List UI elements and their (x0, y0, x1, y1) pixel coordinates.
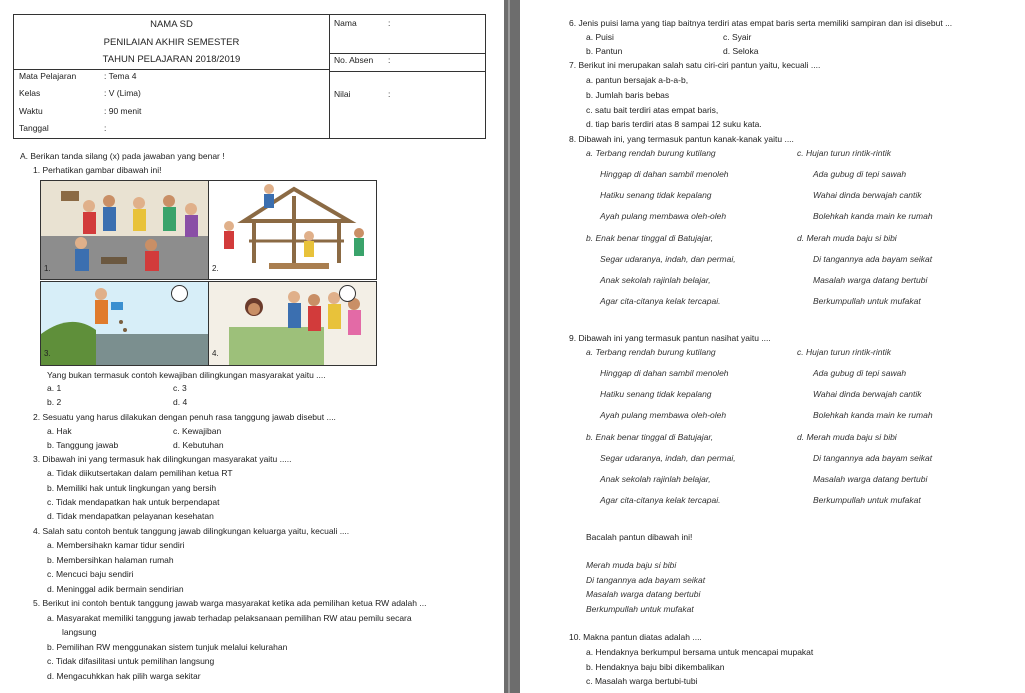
time-label: Waktu (19, 106, 43, 116)
date-value: : (104, 123, 107, 133)
q9-option-c[interactable]: c. Hujan turun rintik-rintik (797, 347, 892, 357)
picture-3 (40, 281, 209, 366)
q4-option-c[interactable]: c. Mencuci baju sendiri (47, 569, 134, 579)
q8-d-line2: Di tangannya ada bayam seikat (813, 254, 933, 264)
q1-option-c[interactable]: c. 3 (173, 383, 187, 393)
q6-text: 6. Jenis puisi lama yang tiap baitnya terdiri atas empat baris serta memiliki sampiran dan isi disebut ... (569, 18, 953, 28)
q6-option-b[interactable]: b. Pantun (586, 46, 623, 56)
q7-option-a[interactable]: a. pantun bersajak a-b-a-b, (586, 75, 689, 85)
q10-option-c[interactable]: c. Masalah warga bertubi-tubi (586, 676, 698, 686)
q9-c-line3: Wahai dinda berwajah cantik (813, 389, 922, 399)
q2-option-a[interactable]: a. Hak (47, 426, 72, 436)
picture-2-label: 2. (212, 264, 219, 273)
q10-option-b[interactable]: b. Hendaknya baju bibi dikembalikan (586, 662, 725, 672)
picture-3-label: 3. (44, 349, 51, 358)
q4-option-a[interactable]: a. Membersihakn kamar tidur sendiri (47, 540, 185, 550)
exam-title: PENILAIAN AKHIR SEMESTER (103, 37, 240, 48)
q9-d-line3: Masalah warga datang bertubi (813, 474, 928, 484)
q9-a-line4: Ayah pulang membawa oleh-oleh (600, 410, 727, 420)
q6-option-d[interactable]: d. Seloka (723, 46, 759, 56)
q5-text: 5. Berikut ini contoh bentuk tanggung jawab warga masyarakat ketika ada pemilihan ketua RW adalah ... (33, 598, 427, 608)
section-a-instruction: A. Berikan tanda silang (x) pada jawaban yang benar ! (20, 151, 225, 161)
q9-text: 9. Dibawah ini yang termasuk pantun nasihat yaitu .... (569, 333, 771, 343)
q1-option-d[interactable]: d. 4 (173, 397, 188, 407)
name-label: Nama (334, 18, 357, 28)
school-name: NAMA SD (150, 19, 193, 30)
q7-text: 7. Berikut ini merupakan salah satu ciri-ciri pantun yaitu, kecuali .... (569, 60, 821, 70)
q3-text: 3. Dibawah ini yang termasuk hak dilingkungan masyarakat yaitu ..... (33, 454, 292, 464)
class-label: Kelas (19, 88, 41, 98)
q5-option-b[interactable]: b. Pemilihan RW menggunakan sistem tunjuk melalui kelurahan (47, 642, 288, 652)
read-pantun-line2: Di tangannya ada bayam seikat (586, 575, 706, 585)
school-year: TAHUN PELAJARAN 2018/2019 (102, 54, 241, 65)
absen-colon: : (388, 55, 391, 65)
subject-label: Mata Pelajaran (19, 71, 77, 81)
picture-4-label: 4. (212, 349, 219, 358)
q8-c-line4: Bolehkah kanda main ke rumah (813, 211, 933, 221)
q5-option-a[interactable]: a. Masyarakat memiliki tanggung jawab terhadap pelaksanaan pemilihan RW atau pemilu secara (47, 613, 412, 623)
q9-option-d[interactable]: d. Merah muda baju si bibi (797, 432, 897, 442)
q8-option-b[interactable]: b. Enak benar tinggal di Batujajar, (586, 233, 714, 243)
table-rule (14, 69, 329, 70)
house-building-illustration (209, 181, 377, 280)
left-page (0, 0, 504, 693)
q1-option-b[interactable]: b. 2 (47, 397, 62, 407)
q2-option-c[interactable]: c. Kewajiban (173, 426, 222, 436)
q9-c-line4: Bolehkah kanda main ke rumah (813, 410, 933, 420)
q4-text: 4. Salah satu contoh bentuk tanggung jawab dilingkungan keluarga yaitu, kecuali .... (33, 526, 350, 536)
q4-option-d[interactable]: d. Meninggal adik bermain sendirian (47, 584, 184, 594)
q8-b-line2: Segar udaranya, indah, dan permai, (600, 254, 736, 264)
q8-option-d[interactable]: d. Merah muda baju si bibi (797, 233, 897, 243)
q2-option-b[interactable]: b. Tanggung jawab (47, 440, 119, 450)
workers-illustration (41, 181, 209, 280)
identity-table (13, 14, 486, 139)
table-divider (329, 15, 330, 138)
score-colon: : (388, 89, 391, 99)
class-value: : V (Lima) (104, 88, 141, 98)
q9-option-a[interactable]: a. Terbang rendah burung kutilang (586, 347, 716, 357)
q7-option-c[interactable]: c. satu bait terdiri atas empat baris, (586, 105, 719, 115)
q6-option-a[interactable]: a. Puisi (586, 32, 614, 42)
read-pantun-line3: Masalah warga datang bertubi (586, 589, 701, 599)
picture-2 (208, 180, 377, 280)
q8-a-line3: Hatiku senang tidak kepalang (600, 190, 712, 200)
q9-b-line2: Segar udaranya, indah, dan permai, (600, 453, 736, 463)
q9-c-line2: Ada gubug di tepi sawah (813, 368, 907, 378)
q5-option-c[interactable]: c. Tidak difasilitasi untuk pemilihan langsung (47, 656, 215, 666)
q7-option-b[interactable]: b. Jumlah baris bebas (586, 90, 670, 100)
q9-option-b[interactable]: b. Enak benar tinggal di Batujajar, (586, 432, 714, 442)
picture-1 (40, 180, 209, 280)
picture-4 (208, 281, 377, 366)
picture-1-label: 1. (44, 264, 51, 273)
q2-option-d[interactable]: d. Kebutuhan (173, 440, 224, 450)
table-rule (329, 53, 486, 54)
q8-a-line2: Hinggap di dahan sambil menoleh (600, 169, 729, 179)
q3-option-a[interactable]: a. Tidak diikutsertakan dalam pemilihan ketua RT (47, 468, 233, 478)
q1-question: Yang bukan termasuk contoh kewajiban dilingkungan masyarakat yaitu .... (47, 370, 326, 380)
q4-option-b[interactable]: b. Membersihkan halaman rumah (47, 555, 174, 565)
q3-option-c[interactable]: c. Tidak mendapatkan hak untuk berpendapat (47, 497, 220, 507)
answer-circle (171, 285, 188, 302)
q8-c-line2: Ada gubug di tepi sawah (813, 169, 907, 179)
q1-option-a[interactable]: a. 1 (47, 383, 62, 393)
absen-label: No. Absen (334, 55, 374, 65)
q3-option-d[interactable]: d. Tidak mendapatkan pelayanan kesehatan (47, 511, 214, 521)
q10-option-a[interactable]: a. Hendaknya berkumpul bersama untuk mencapai mupakat (586, 647, 814, 657)
q10-text: 10. Makna pantun diatas adalah .... (569, 632, 702, 642)
q8-option-a[interactable]: a. Terbang rendah burung kutilang (586, 148, 716, 158)
right-page (520, 0, 1025, 693)
name-colon: : (388, 18, 391, 28)
read-pantun-line4: Berkumpullah untuk mufakat (586, 604, 694, 614)
q8-b-line3: Anak sekolah rajinlah belajar, (600, 275, 711, 285)
q9-d-line4: Berkumpullah untuk mufakat (813, 495, 921, 505)
read-pantun-line1: Merah muda baju si bibi (586, 560, 677, 570)
q2-text: 2. Sesuatu yang harus dilakukan dengan penuh rasa tanggung jawab disebut .... (33, 412, 336, 422)
score-label: Nilai (334, 89, 351, 99)
q9-d-line2: Di tangannya ada bayam seikat (813, 453, 933, 463)
q9-a-line2: Hinggap di dahan sambil menoleh (600, 368, 729, 378)
q8-b-line4: Agar cita-citanya kelak tercapai. (600, 296, 721, 306)
page-gap (504, 0, 520, 693)
q8-text: 8. Dibawah ini, yang termasuk pantun kanak-kanak yaitu .... (569, 134, 794, 144)
q8-d-line4: Berkumpullah untuk mufakat (813, 296, 921, 306)
q8-option-c[interactable]: c. Hujan turun rintik-rintik (797, 148, 892, 158)
q5-option-a-cont: langsung (62, 627, 97, 637)
q1-text: 1. Perhatikan gambar dibawah ini! (33, 165, 162, 175)
q7-option-d[interactable]: d. tiap baris terdiri atas 8 sampai 12 suku kata. (586, 119, 762, 129)
q9-b-line4: Agar cita-citanya kelak tercapai. (600, 495, 721, 505)
q3-option-b[interactable]: b. Memiliki hak untuk lingkungan yang bersih (47, 483, 217, 493)
time-value: : 90 menit (104, 106, 142, 116)
q8-c-line3: Wahai dinda berwajah cantik (813, 190, 922, 200)
answer-circle (339, 285, 356, 302)
q5-option-d[interactable]: d. Mengacuhkkan hak pilih warga sekitar (47, 671, 201, 681)
q9-b-line3: Anak sekolah rajinlah belajar, (600, 474, 711, 484)
q9-a-line3: Hatiku senang tidak kepalang (600, 389, 712, 399)
table-rule (329, 71, 486, 72)
subject-value: : Tema 4 (104, 71, 137, 81)
q6-option-c[interactable]: c. Syair (723, 32, 752, 42)
q8-a-line4: Ayah pulang membawa oleh-oleh (600, 211, 727, 221)
read-instruction: Bacalah pantun dibawah ini! (586, 532, 693, 542)
q8-d-line3: Masalah warga datang bertubi (813, 275, 928, 285)
date-label: Tanggal (19, 123, 49, 133)
